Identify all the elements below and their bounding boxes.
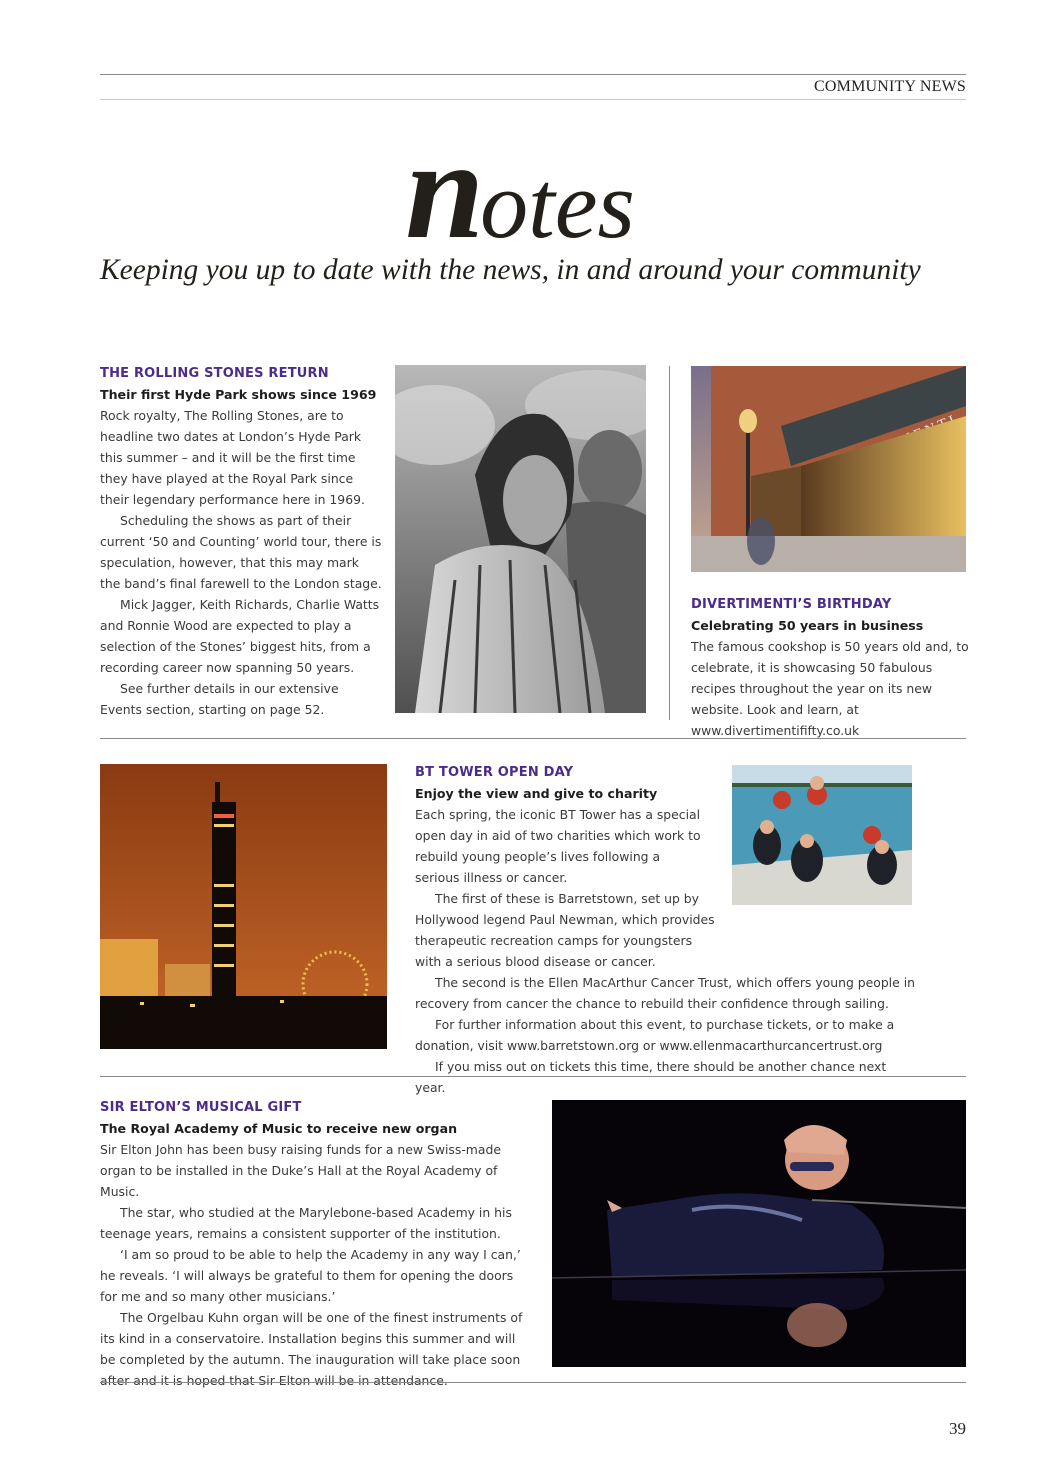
article-rolling-stones (100, 363, 382, 720)
article-paragraph: See further details in our extensive Events section, starting on page 52. (100, 681, 339, 717)
header-top-rule (100, 74, 966, 75)
page-subtitle: Keeping you up to date with the news, in and around your community (100, 254, 921, 286)
section-rule (100, 1076, 966, 1077)
article-subheading: The Royal Academy of Music to receive new organ (100, 1121, 458, 1136)
article-paragraph: Scheduling the shows as part of their current ‘50 and Counting’ world tour, there is speculation, however, that this may mark the band’s final farewell to the London stage. (100, 513, 382, 591)
column-divider (669, 366, 670, 720)
article-paragraph: The famous cookshop is 50 years old and, to celebrate, it is showcasing 50 fabulous recipes throughout the year on its new website. Look and learn, at www.divertimentififty.co.uk (691, 639, 969, 738)
article-paragraph: Sir Elton John has been busy raising funds for a new Swiss-made organ to be installed in the Duke’s Hall at the Royal Academy of Music. (100, 1142, 501, 1199)
article-heading: SIR ELTON’S MUSICAL GIFT (100, 1100, 302, 1115)
section-rule (100, 738, 966, 739)
article-paragraph: The second is the Ellen MacArthur Cancer Trust, which offers young people in recovery from cancer the chance to rebuild their confidence through sailing. (415, 975, 915, 1011)
elton-photo-art (552, 1100, 966, 1367)
divertimenti-photo-art (691, 366, 966, 572)
article-paragraph: If you miss out on tickets this time, there should be another chance next year. (415, 1059, 887, 1095)
article-paragraph: The star, who studied at the Marylebone-based Academy in his teenage years, remains a consistent supporter of the institution. (100, 1205, 512, 1241)
article-heading: BT TOWER OPEN DAY (415, 765, 574, 780)
article-subheading: Enjoy the view and give to charity (415, 786, 658, 801)
article-elton-john (100, 1097, 530, 1391)
divertimenti-shop-photo (691, 366, 966, 572)
elton-john-photo (552, 1100, 966, 1367)
article-paragraph: For further information about this event, to purchase tickets, or to make a donation, visit www.barretstown.org or www.ellenmacarthurcancertrust.org (415, 1017, 895, 1053)
article-subheading: Celebrating 50 years in business (691, 618, 924, 633)
article-heading: DIVERTIMENTI’S BIRTHDAY (691, 597, 892, 612)
page-title (0, 110, 1040, 268)
footer-rule (100, 1382, 966, 1383)
bt-tower-photo-art (100, 764, 387, 1049)
article-paragraph: The Orgelbau Kuhn organ will be one of the finest instruments of its kind in a conservatoire. Installation begins this summer and will be completed by the autumn. The inauguration will take place soon after and it is hoped that Sir Elton will be in attendance. (100, 1310, 523, 1388)
bt-tower-photo (100, 764, 387, 1049)
section-label: COMMUNITY NEWS (814, 78, 966, 95)
article-paragraph: Rock royalty, The Rolling Stones, are to headline two dates at London’s Hyde Park this summer – and it will be the first time they have played at the Royal Park since their legendary performance here in 1969. (100, 408, 365, 507)
article-paragraph: Each spring, the iconic BT Tower has a special open day in aid of two charities which work to rebuild young people’s lives following a serious illness or cancer. (415, 807, 701, 885)
article-divertimenti (691, 594, 969, 741)
article-paragraph: ‘I am so proud to be able to help the Academy in any way I can,’ he reveals. ‘I will always be grateful to them for opening the doors for me and so many other musicians.’ (100, 1247, 521, 1304)
article-paragraph: Mick Jagger, Keith Richards, Charlie Watts and Ronnie Wood are expected to play a selection of the Stones’ biggest hits, from a recording career now spanning 50 years. (100, 597, 380, 675)
title-initial: n (405, 110, 481, 268)
article-bt-tower (415, 762, 915, 1098)
page-number: 39 (949, 1419, 966, 1438)
header-bottom-rule (100, 99, 966, 100)
article-heading: THE ROLLING STONES RETURN (100, 366, 329, 381)
jagger-photo-art (395, 365, 646, 713)
article-subheading: Their first Hyde Park shows since 1969 (100, 387, 377, 402)
article-paragraph: The first of these is Barretstown, set up by Hollywood legend Paul Newman, which provides therapeutic recreation camps for youngsters with a serious blood disease or cancer. (415, 891, 715, 969)
title-rest: otes (480, 151, 635, 258)
mick-jagger-photo (395, 365, 646, 713)
